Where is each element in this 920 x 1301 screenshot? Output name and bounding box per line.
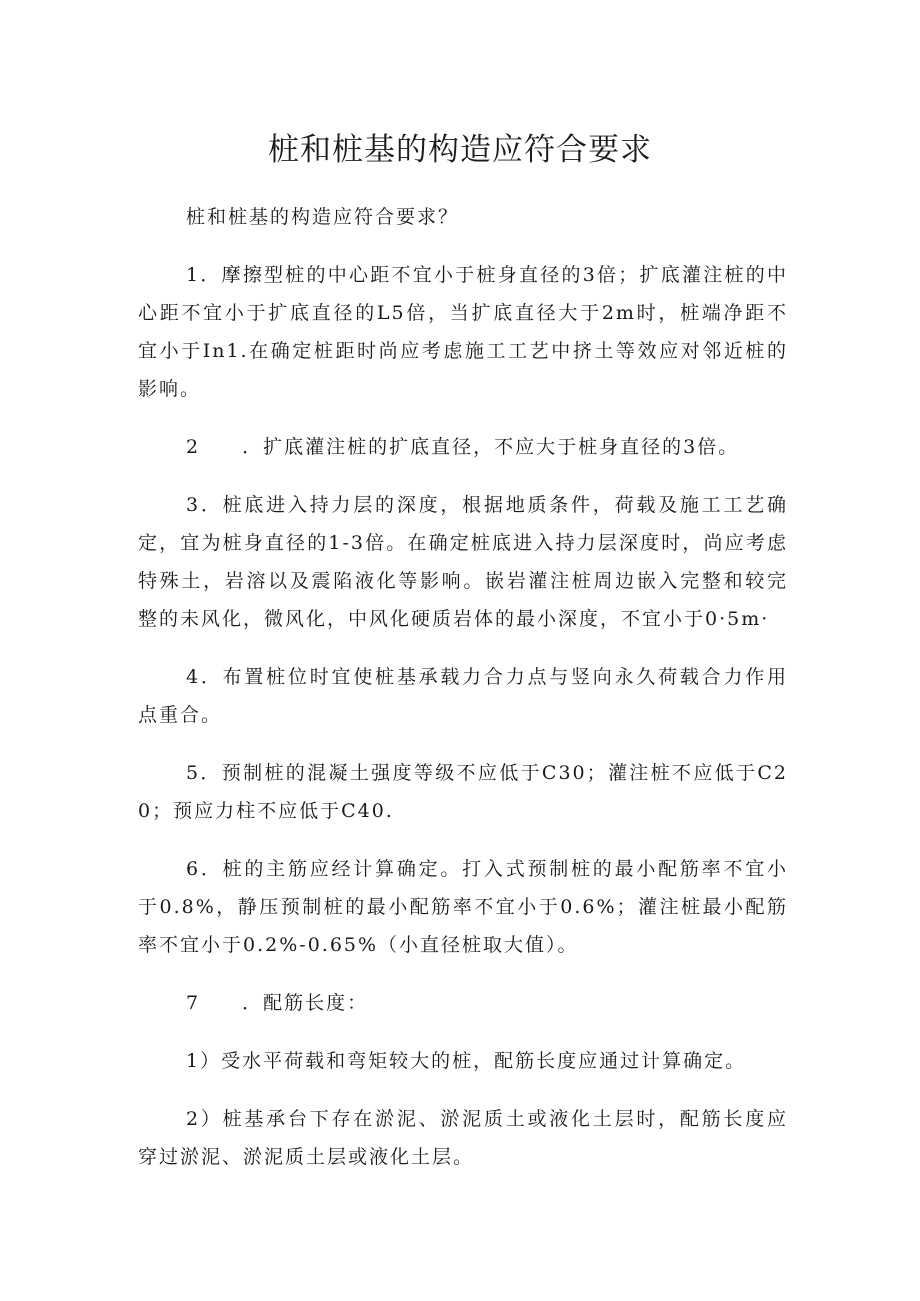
paragraph-subitem-2: 2）桩基承台下存在淤泥、淤泥质土或液化土层时，配筋长度应穿过淤泥、淤泥质土层或液化土层。 — [138, 1108, 788, 1168]
document-body — [138, 198, 788, 1196]
paragraph-item-5: 5．预制桩的混凝土强度等级不应低于C30；灌注桩不应低于C20；预应力柱不应低于C40. — [138, 762, 788, 822]
paragraph-item-2: 2 ．扩底灌注桩的扩底直径，不应大于桩身直径的3倍。 — [186, 436, 740, 458]
paragraph-item-6: 6．桩的主筋应经计算确定。打入式预制桩的最小配筋率不宜小于0.8%，静压预制桩的最小配筋率不宜小于0.6%；灌注桩最小配筋率不宜小于0.2%-0.65%（小直径桩取大值）。 — [138, 858, 788, 956]
paragraph-intro: 桩和桩基的构造应符合要求？ — [186, 206, 460, 228]
paragraph-item-1: 1．摩擦型桩的中心距不宜小于桩身直径的3倍；扩底灌注桩的中心距不宜小于扩底直径的L5倍，当扩底直径大于2m时，桩端净距不宜小于In1.在确定桩距时尚应考虑施工工艺中挤土等效应对邻近桩的影响。 — [138, 264, 788, 400]
paragraph-item-4: 4．布置桩位时宜使桩基承载力合力点与竖向永久荷载合力作用点重合。 — [138, 666, 788, 726]
paragraph-subitem-1: 1）受水平荷载和弯矩较大的桩，配筋长度应通过计算确定。 — [186, 1050, 747, 1072]
paragraph-item-7: 7 ．配筋长度： — [186, 992, 369, 1014]
paragraph-item-3: 3．桩底进入持力层的深度，根据地质条件，荷载及施工工艺确定，宜为桩身直径的1-3倍。在确定桩底进入持力层深度时，尚应考虑特殊土，岩溶以及震陷液化等影响。嵌岩灌注桩周边嵌入完整和较完整的未风化，微风化，中风化硬质岩体的最小深度，不宜小于0·5m· — [138, 494, 788, 630]
document-title: 桩和桩基的构造应符合要求 — [268, 132, 652, 168]
